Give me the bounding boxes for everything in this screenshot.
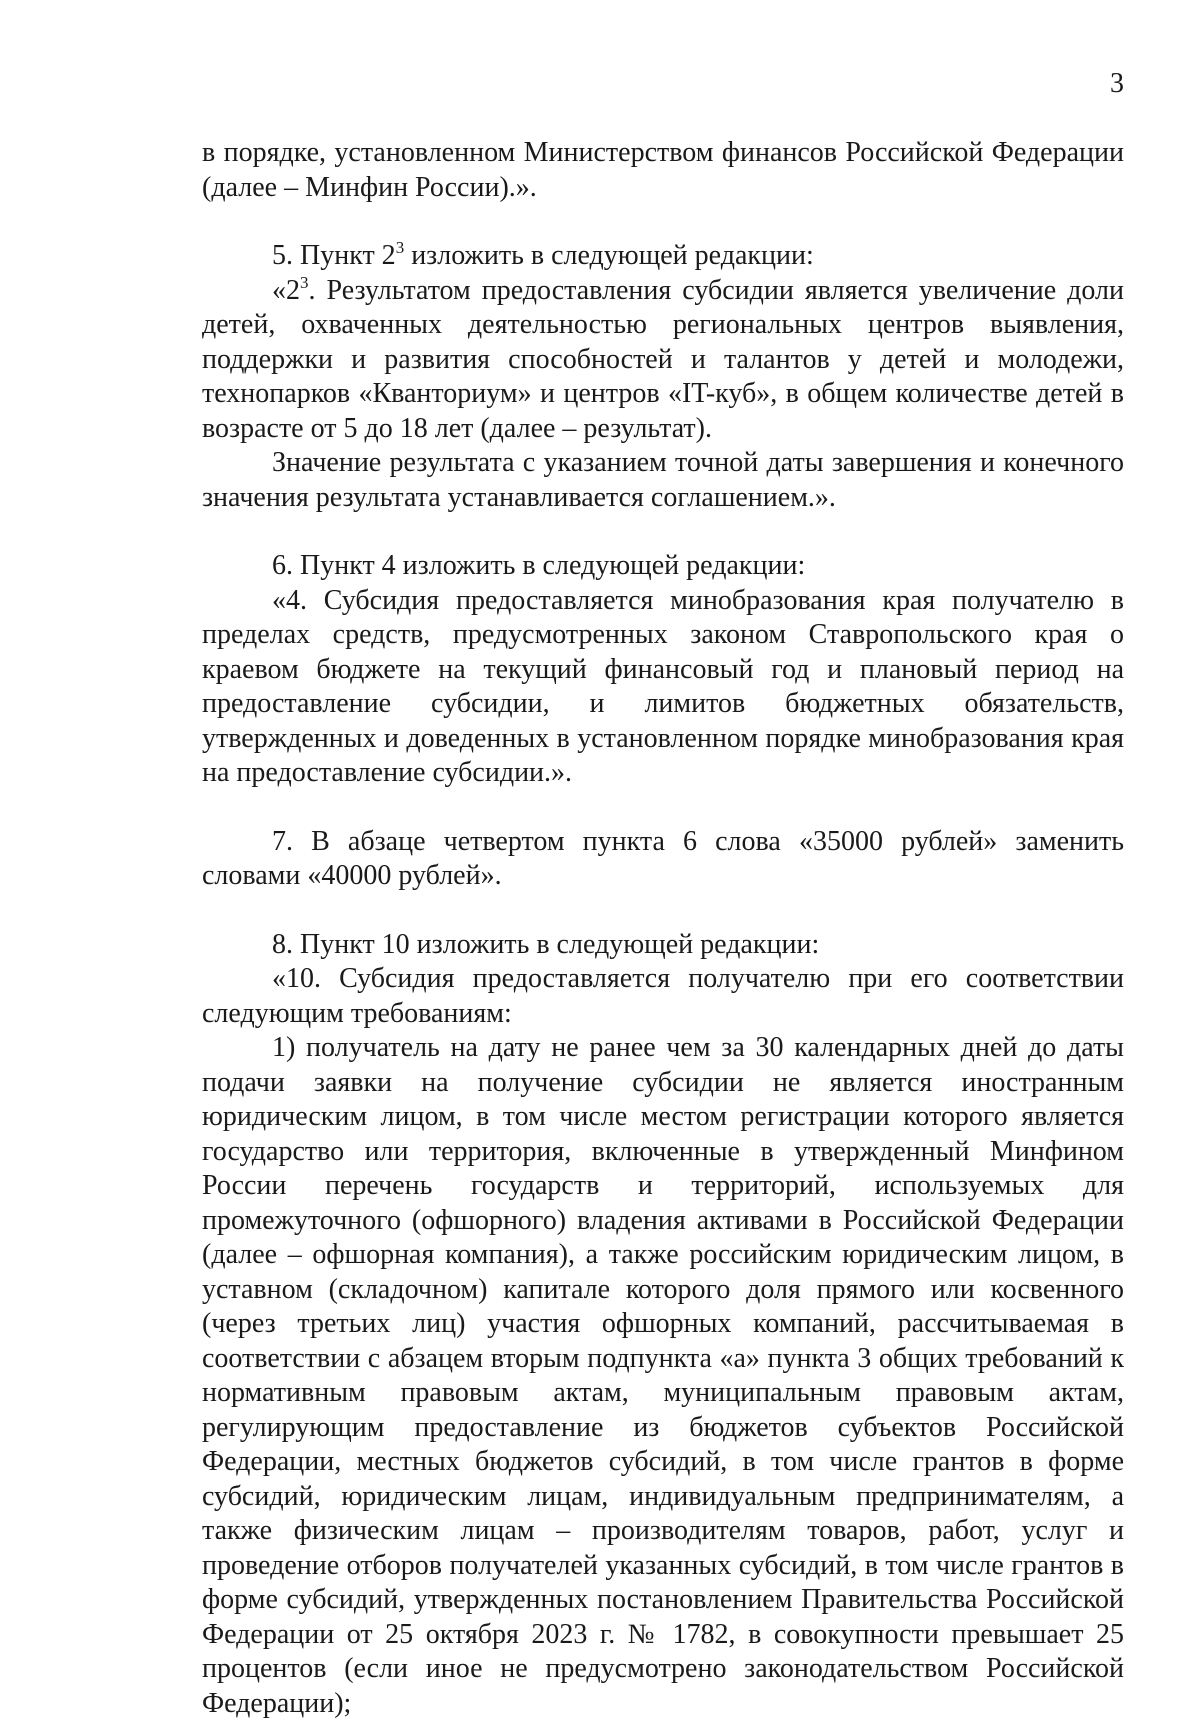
item-5-body-start: «2 (272, 274, 300, 306)
item-6-body: «4. Субсидия предоставляется минобразования края получателю в пределах средств, предусмотренных законом Ставропольского края о краевом бюджете на текущий финансовый год и плановый период на предоставление субсидии, и лимитов бюджетных обязательств, утвержденных и доведенных в установленном порядке минобразования края на предоставление субсидии.». (202, 584, 1124, 788)
item-6-heading: 6. Пункт 4 изложить в следующей редакции: (272, 550, 806, 581)
superscript: 3 (300, 272, 309, 292)
item-8-heading: 8. Пункт 10 изложить в следующей редакции: (272, 928, 820, 960)
item-5-heading-text: 5. Пункт 2 (272, 240, 396, 271)
page-number: 3 (1110, 68, 1124, 99)
item-7: 7. В абзаце четвертом пункта 6 слова «35000 рублей» заменить словами «40000 рублей». (202, 825, 1124, 891)
paragraph-continuation: в порядке, установленном Министерством финансов Российской Федерации (далее – Минфин России).». (202, 137, 1124, 203)
paragraph-gap (202, 894, 1124, 928)
item-5-heading (202, 239, 1124, 274)
item-8-body: «10. Субсидия предоставляется получателю при его соответствии следующим требованиям: (202, 963, 1124, 1029)
paragraph-gap (202, 791, 1124, 825)
paragraph-gap (202, 515, 1124, 549)
item-5-heading-text-end: изложить в следующей редакции: (404, 240, 814, 271)
superscript: 3 (395, 238, 405, 257)
item-5-body (202, 274, 1124, 447)
item-5-body-text: . Результатом предоставления субсидии является увеличение доли детей, охваченных деятельностью региональных центров выявления, поддержки и развития способностей и талантов у детей и молодежи, технопарков «Кванториум» и центров «IT-куб», в общем количестве детей в возрасте от 5 до 18 лет (далее – результат). (202, 274, 1124, 444)
item-5-body-second: Значение результата с указанием точной даты завершения и конечного значения результата устанавливается соглашением.». (202, 447, 1124, 513)
paragraph-gap (202, 205, 1124, 239)
document-body (202, 136, 1124, 1721)
item-8-subitem-1: 1) получатель на дату не ранее чем за 30 календарных дней до даты подачи заявки на получение субсидии не является иностранным юридическим лицом, в том числе местом регистрации которого является государство или территория, включенные в утвержденный Минфином России перечень государств и территорий, используемых для промежуточного (офшорного) владения активами в Российской Федерации (далее – офшорная компания), а также российским юридическим лицом, в уставном (складочном) капитале которого доля прямого или косвенного (через третьих лиц) участия офшорных компаний, рассчитываемая в соответствии с абзацем вторым подпункта «а» пункта 3 общих требований к нормативным правовым актам, муниципальным правовым актам, регулирующим предоставление из бюджетов субъектов Российской Федерации, местных бюджетов субсидий, в том числе грантов в форме субсидий, юридическим лицам, индивидуальным предпринимателям, а также физическим лицам – производителям товаров, работ, услуг и проведение отборов получателей указанных субсидий, в том числе грантов в форме субсидий, утвержденных постановлением Правительства Российской Федерации от 25 октября 2023 г. № 1782, в совокупности превышает 25 процентов (если иное не предусмотрено законодательством Российской Федерации); (202, 1032, 1124, 1719)
